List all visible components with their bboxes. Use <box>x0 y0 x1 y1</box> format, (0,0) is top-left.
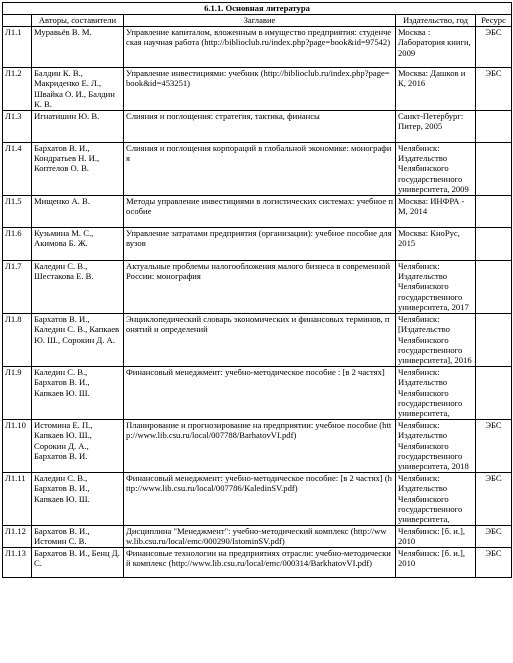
row-id: Л1.6 <box>3 227 32 260</box>
row-authors: Мищенко А. В. <box>32 195 124 227</box>
row-authors: Бархатов В. И., Бенц Д. С. <box>32 547 124 577</box>
row-id: Л1.9 <box>3 366 32 419</box>
row-id: Л1.10 <box>3 419 32 472</box>
row-title: Методы управление инвестициями в логистических системах: учебное пособие <box>124 195 396 227</box>
table-row <box>3 313 512 366</box>
row-resource: ЭБС <box>476 547 512 577</box>
row-resource <box>476 260 512 313</box>
header-row <box>3 15 512 27</box>
row-resource <box>476 227 512 260</box>
row-title: Управление затратами предприятия (организации): учебное пособие для вузов <box>124 227 396 260</box>
row-resource <box>476 366 512 419</box>
row-id: Л1.12 <box>3 525 32 547</box>
row-resource <box>476 313 512 366</box>
row-resource: ЭБС <box>476 27 512 68</box>
row-publisher: Челябинск: Издательство Челябинского государственного университета, <box>396 472 476 525</box>
row-id: Л1.1 <box>3 27 32 68</box>
row-resource: ЭБС <box>476 419 512 472</box>
row-authors: Муравьёв В. М. <box>32 27 124 68</box>
row-publisher: Москва: Дашков и К, 2016 <box>396 68 476 111</box>
row-resource <box>476 110 512 142</box>
row-title: Финансовый менеджмент: учебно-методическое пособие: [в 2 частях] (http://www.lib.csu.ru/local/007786/KaledinSV.pdf) <box>124 472 396 525</box>
row-title: Финансовые технологии на предприятиях отрасли: учебно-методический комплекс (http://www.lib.csu.ru/local/emc/000314/BarkhatovVI.pdf) <box>124 547 396 577</box>
row-publisher: Челябинск: [б. и.], 2010 <box>396 547 476 577</box>
row-publisher: Москва: КноРус, 2015 <box>396 227 476 260</box>
row-id: Л1.8 <box>3 313 32 366</box>
table-row <box>3 142 512 195</box>
row-resource: ЭБС <box>476 525 512 547</box>
row-publisher: Челябинск: Издательство Челябинского государственного университета, 2009 <box>396 142 476 195</box>
row-authors: Каледин С. В., Бархатов В. И., Капкаев Ю. Ш. <box>32 472 124 525</box>
table-row <box>3 195 512 227</box>
table-row <box>3 472 512 525</box>
table-row <box>3 366 512 419</box>
row-id: Л1.4 <box>3 142 32 195</box>
row-title: Слияния и поглощения: стратегия, тактика, финансы <box>124 110 396 142</box>
row-authors: Каледин С. В., Шестакова Е. В. <box>32 260 124 313</box>
row-publisher: Челябинск: Издательство Челябинского государственного университета, <box>396 366 476 419</box>
row-title: Слияния и поглощения корпораций в глобальной экономике: монография <box>124 142 396 195</box>
section-title: 6.1.1. Основная литература <box>3 3 512 15</box>
row-publisher: Москва : Лаборатория книги, 2009 <box>396 27 476 68</box>
row-authors: Бархатов В. И., Каледин С. В., Капкаев Ю. Ш., Сорокин Д. А. <box>32 313 124 366</box>
row-title: Планирование и прогнозирование на предприятии: учебное пособие (http://www.lib.csu.ru/local/007788/BarhatovVI.pdf) <box>124 419 396 472</box>
row-publisher: Челябинск: Издательство Челябинского государственного университета, 2017 <box>396 260 476 313</box>
row-title: Управление инвестициями: учебник (http://biblioclub.ru/index.php?page=book&id=453251) <box>124 68 396 111</box>
row-publisher: Челябинск: Издательство Челябинского государственного университета, 2018 <box>396 419 476 472</box>
table-row <box>3 547 512 577</box>
row-id: Л1.7 <box>3 260 32 313</box>
table-row <box>3 419 512 472</box>
header-id <box>3 15 32 27</box>
row-publisher: Челябинск: [б. и.], 2010 <box>396 525 476 547</box>
row-title: Энциклопедический словарь экономических и финансовых терминов, понятий и определений <box>124 313 396 366</box>
row-title: Актуальные проблемы налогообложения малого бизнеса в современной России: монография <box>124 260 396 313</box>
row-title: Дисциплина "Менеджмент": учебно-методический комплекс (http://www.lib.csu.ru/local/emc/000290/IstominSV.pdf) <box>124 525 396 547</box>
literature-table <box>2 2 512 578</box>
header-authors: Авторы, составители <box>32 15 124 27</box>
table-row <box>3 525 512 547</box>
row-id: Л1.2 <box>3 68 32 111</box>
row-authors: Бархатов В. И., Кондратьев Н. И., Коптелов О. В. <box>32 142 124 195</box>
row-authors: Каледин С. В., Бархатов В. И., Капкаев Ю. Ш. <box>32 366 124 419</box>
row-id: Л1.5 <box>3 195 32 227</box>
row-id: Л1.11 <box>3 472 32 525</box>
row-id: Л1.13 <box>3 547 32 577</box>
row-resource: ЭБС <box>476 472 512 525</box>
table-row <box>3 227 512 260</box>
header-title: Заглавие <box>124 15 396 27</box>
table-row <box>3 110 512 142</box>
header-resource: Ресурс <box>476 15 512 27</box>
row-resource <box>476 142 512 195</box>
row-resource <box>476 195 512 227</box>
row-authors: Кузьмина М. С., Акимова Б. Ж. <box>32 227 124 260</box>
table-row <box>3 260 512 313</box>
row-title: Управление капиталом, вложенным в имущество предприятия: студенческая научная работа (http://biblioclub.ru/index.php?page=book&id=97542) <box>124 27 396 68</box>
row-publisher: Москва: ИНФРА - М, 2014 <box>396 195 476 227</box>
header-publisher: Издательство, год <box>396 15 476 27</box>
row-resource: ЭБС <box>476 68 512 111</box>
row-authors: Бархатов В. И., Истомин С. В. <box>32 525 124 547</box>
row-authors: Игнатишин Ю. В. <box>32 110 124 142</box>
row-id: Л1.3 <box>3 110 32 142</box>
section-title-row <box>3 3 512 15</box>
row-authors: Балдин К. В., Макриденко Е. Л., Швайка О. И., Балдин К. В. <box>32 68 124 111</box>
table-row <box>3 27 512 68</box>
row-publisher: Санкт-Петербург: Питер, 2005 <box>396 110 476 142</box>
row-authors: Истомина Е. П., Капкаев Ю. Ш., Сорокин Д. А., Бархатов В. И. <box>32 419 124 472</box>
row-title: Финансовый менеджмент: учебно-методическое пособие : [в 2 частях] <box>124 366 396 419</box>
table-row <box>3 68 512 111</box>
row-publisher: Челябинск: [Издательство Челябинского государственного университета], 2016 <box>396 313 476 366</box>
